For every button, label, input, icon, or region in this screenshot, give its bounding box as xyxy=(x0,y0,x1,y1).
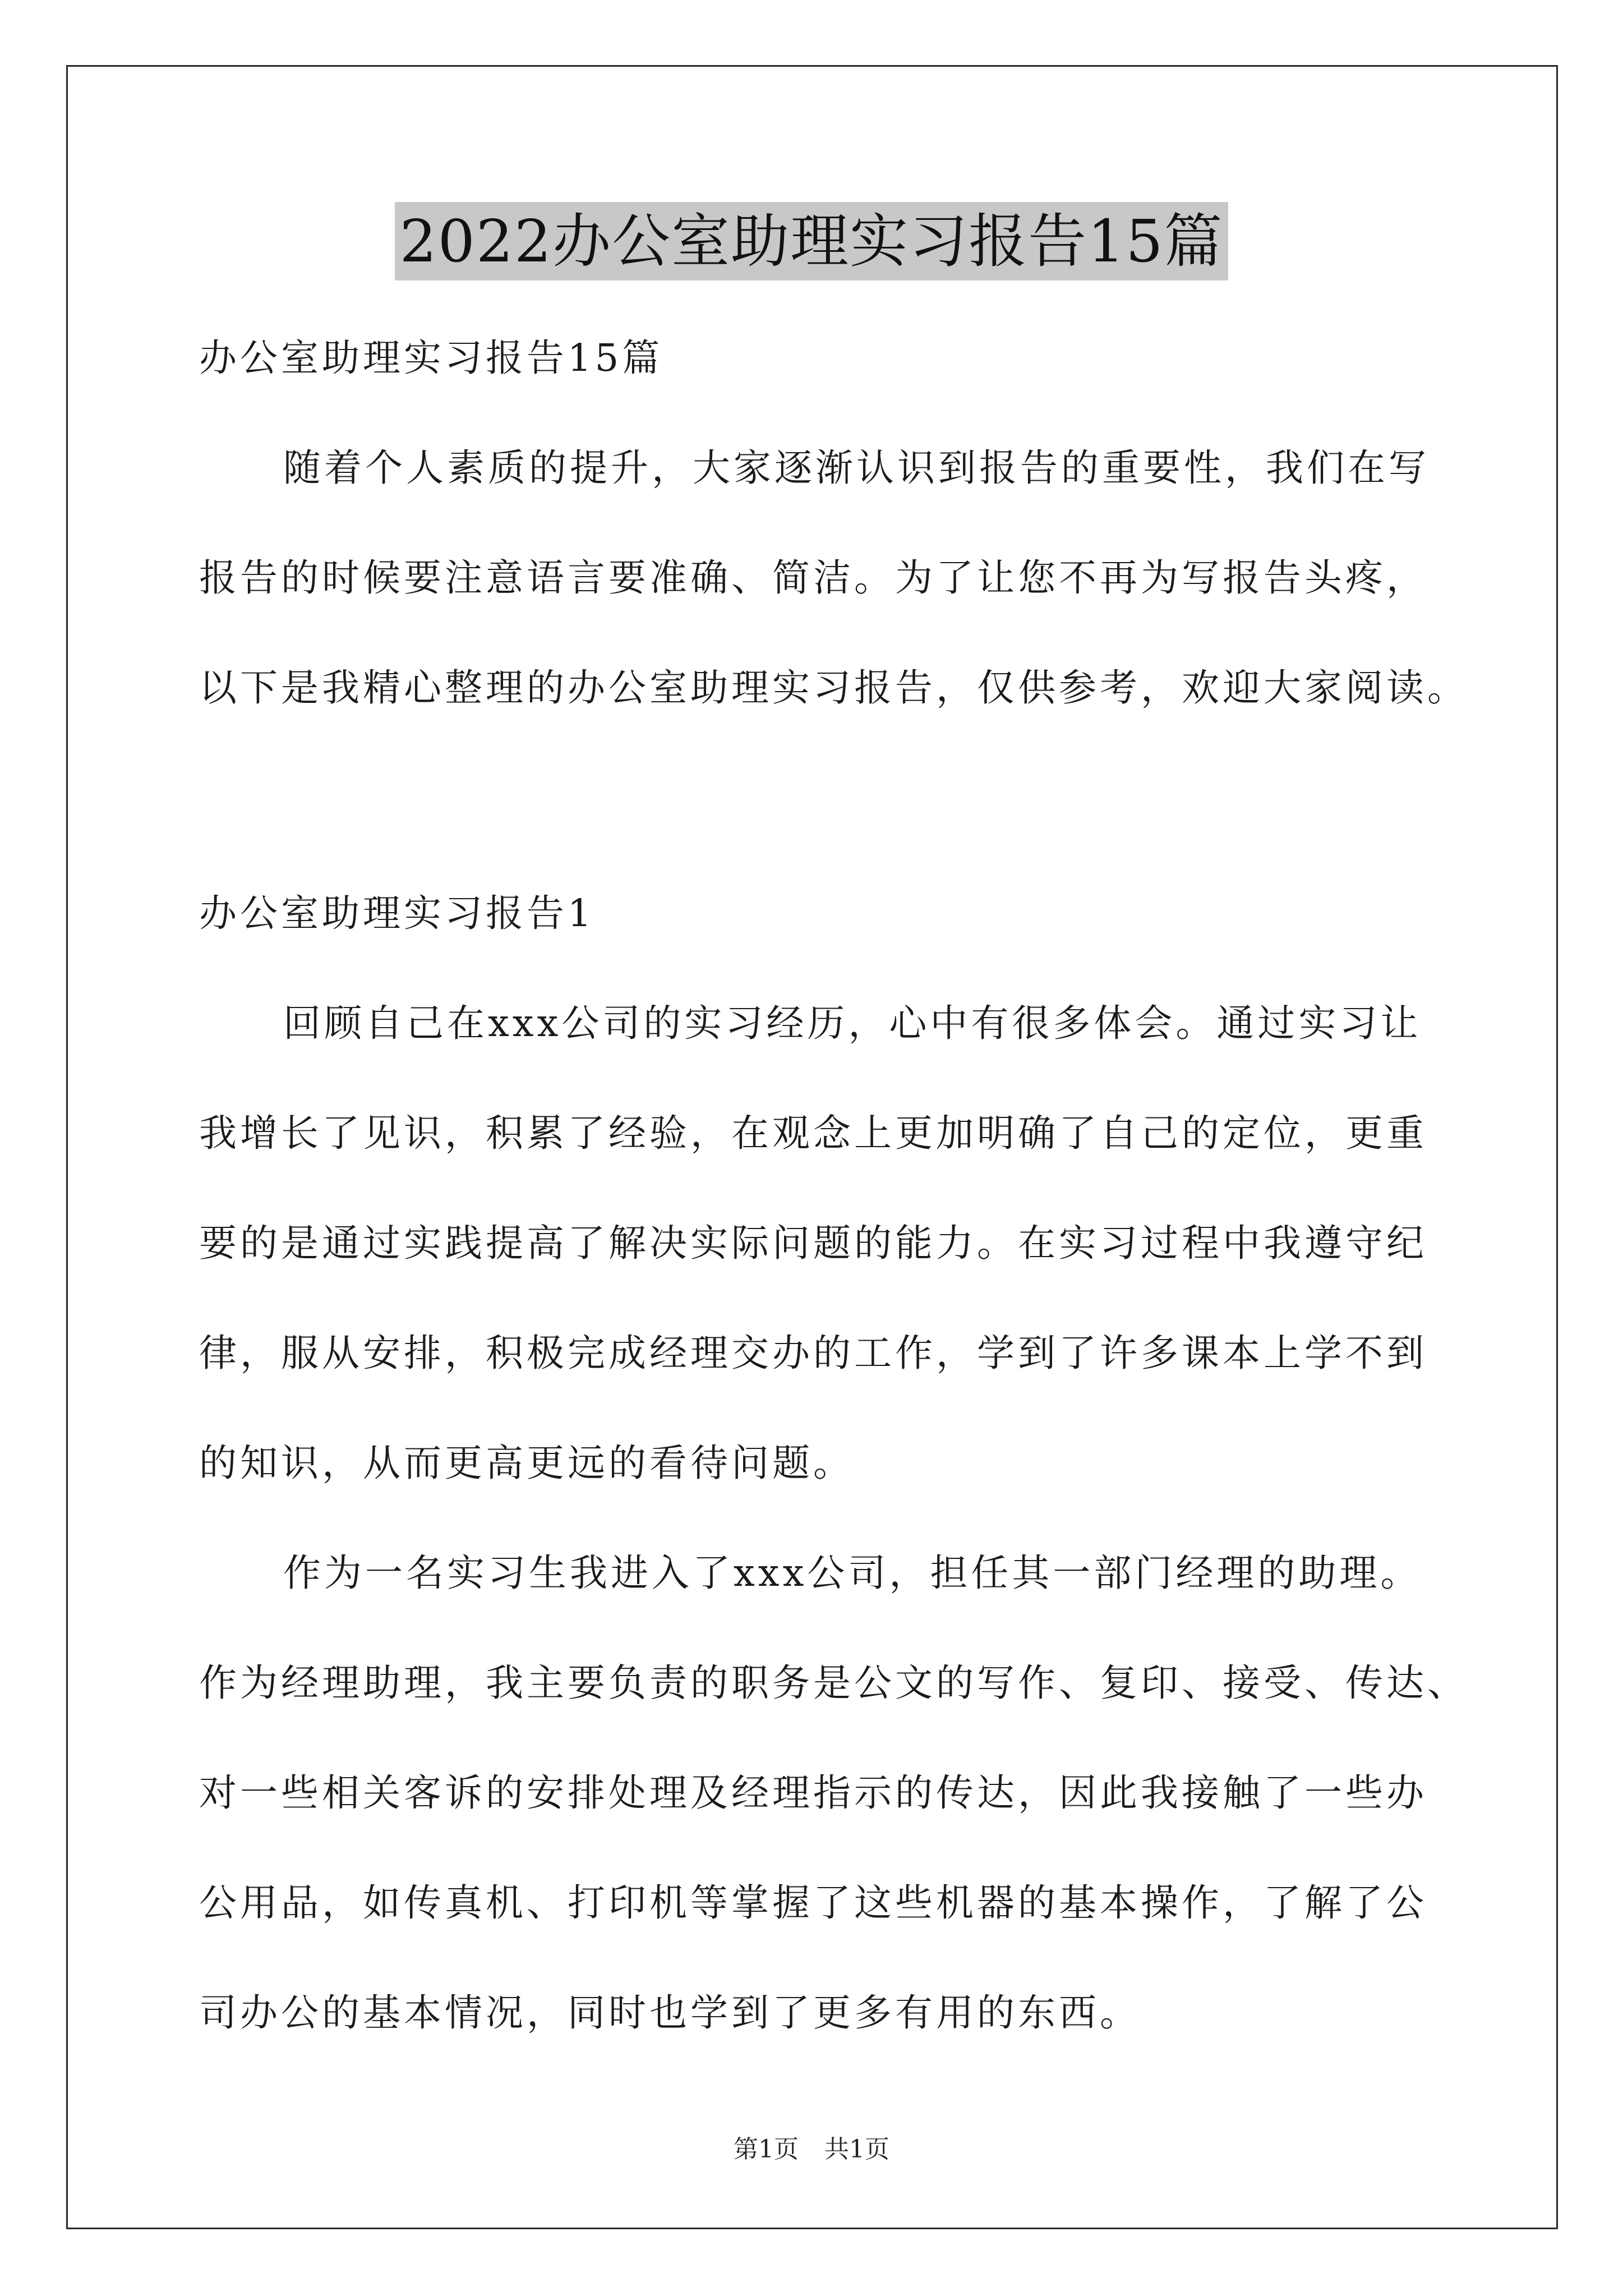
paragraph-line: 律，服从安排，积极完成经理交办的工作，学到了许多课本上学不到 xyxy=(199,1331,1427,1375)
page-total: 共1页 xyxy=(824,2135,889,2164)
paragraph-line: 报告的时候要注意语言要准确、简洁。为了让您不再为写报告头疼， xyxy=(199,556,1427,600)
subtitle: 办公室助理实习报告15篇 xyxy=(199,336,663,380)
paragraph-line: 以下是我精心整理的办公室助理实习报告，仅供参考，欢迎大家阅读。 xyxy=(199,666,1468,710)
paragraph-line: 公用品，如传真机、打印机等掌握了这些机器的基本操作，了解了公 xyxy=(199,1881,1427,1925)
paragraph-line: 回顾自己在xxx公司的实习经历，心中有很多体会。通过实习让 xyxy=(283,1001,1422,1045)
paragraph-line: 作为经理助理，我主要负责的职务是公文的写作、复印、接受、传达、 xyxy=(199,1661,1468,1705)
paragraph-line: 作为一名实习生我进入了xxx公司，担任其一部门经理的助理。 xyxy=(283,1551,1422,1595)
paragraph-line: 对一些相关客诉的安排处理及经理指示的传达，因此我接触了一些办 xyxy=(199,1771,1427,1815)
page-footer xyxy=(0,2133,1623,2166)
page-number: 第1页 xyxy=(734,2135,799,2164)
section-heading: 办公室助理实习报告1 xyxy=(199,891,595,935)
paragraph-line: 司办公的基本情况，同时也学到了更多有用的东西。 xyxy=(199,1991,1141,2035)
paragraph-line: 要的是通过实践提高了解决实际问题的能力。在实习过程中我遵守纪 xyxy=(199,1221,1427,1265)
blank-line xyxy=(199,743,1489,858)
document-body xyxy=(199,303,1489,2068)
paragraph-line: 的知识，从而更高更远的看待问题。 xyxy=(199,1441,854,1485)
title-container xyxy=(0,202,1623,280)
document-title: 2022办公室助理实习报告15篇 xyxy=(395,202,1228,280)
paragraph-line: 我增长了见识，积累了经验，在观念上更加明确了自己的定位，更重 xyxy=(199,1111,1427,1155)
paragraph-line: 随着个人素质的提升，大家逐渐认识到报告的重要性，我们在写 xyxy=(283,446,1430,490)
